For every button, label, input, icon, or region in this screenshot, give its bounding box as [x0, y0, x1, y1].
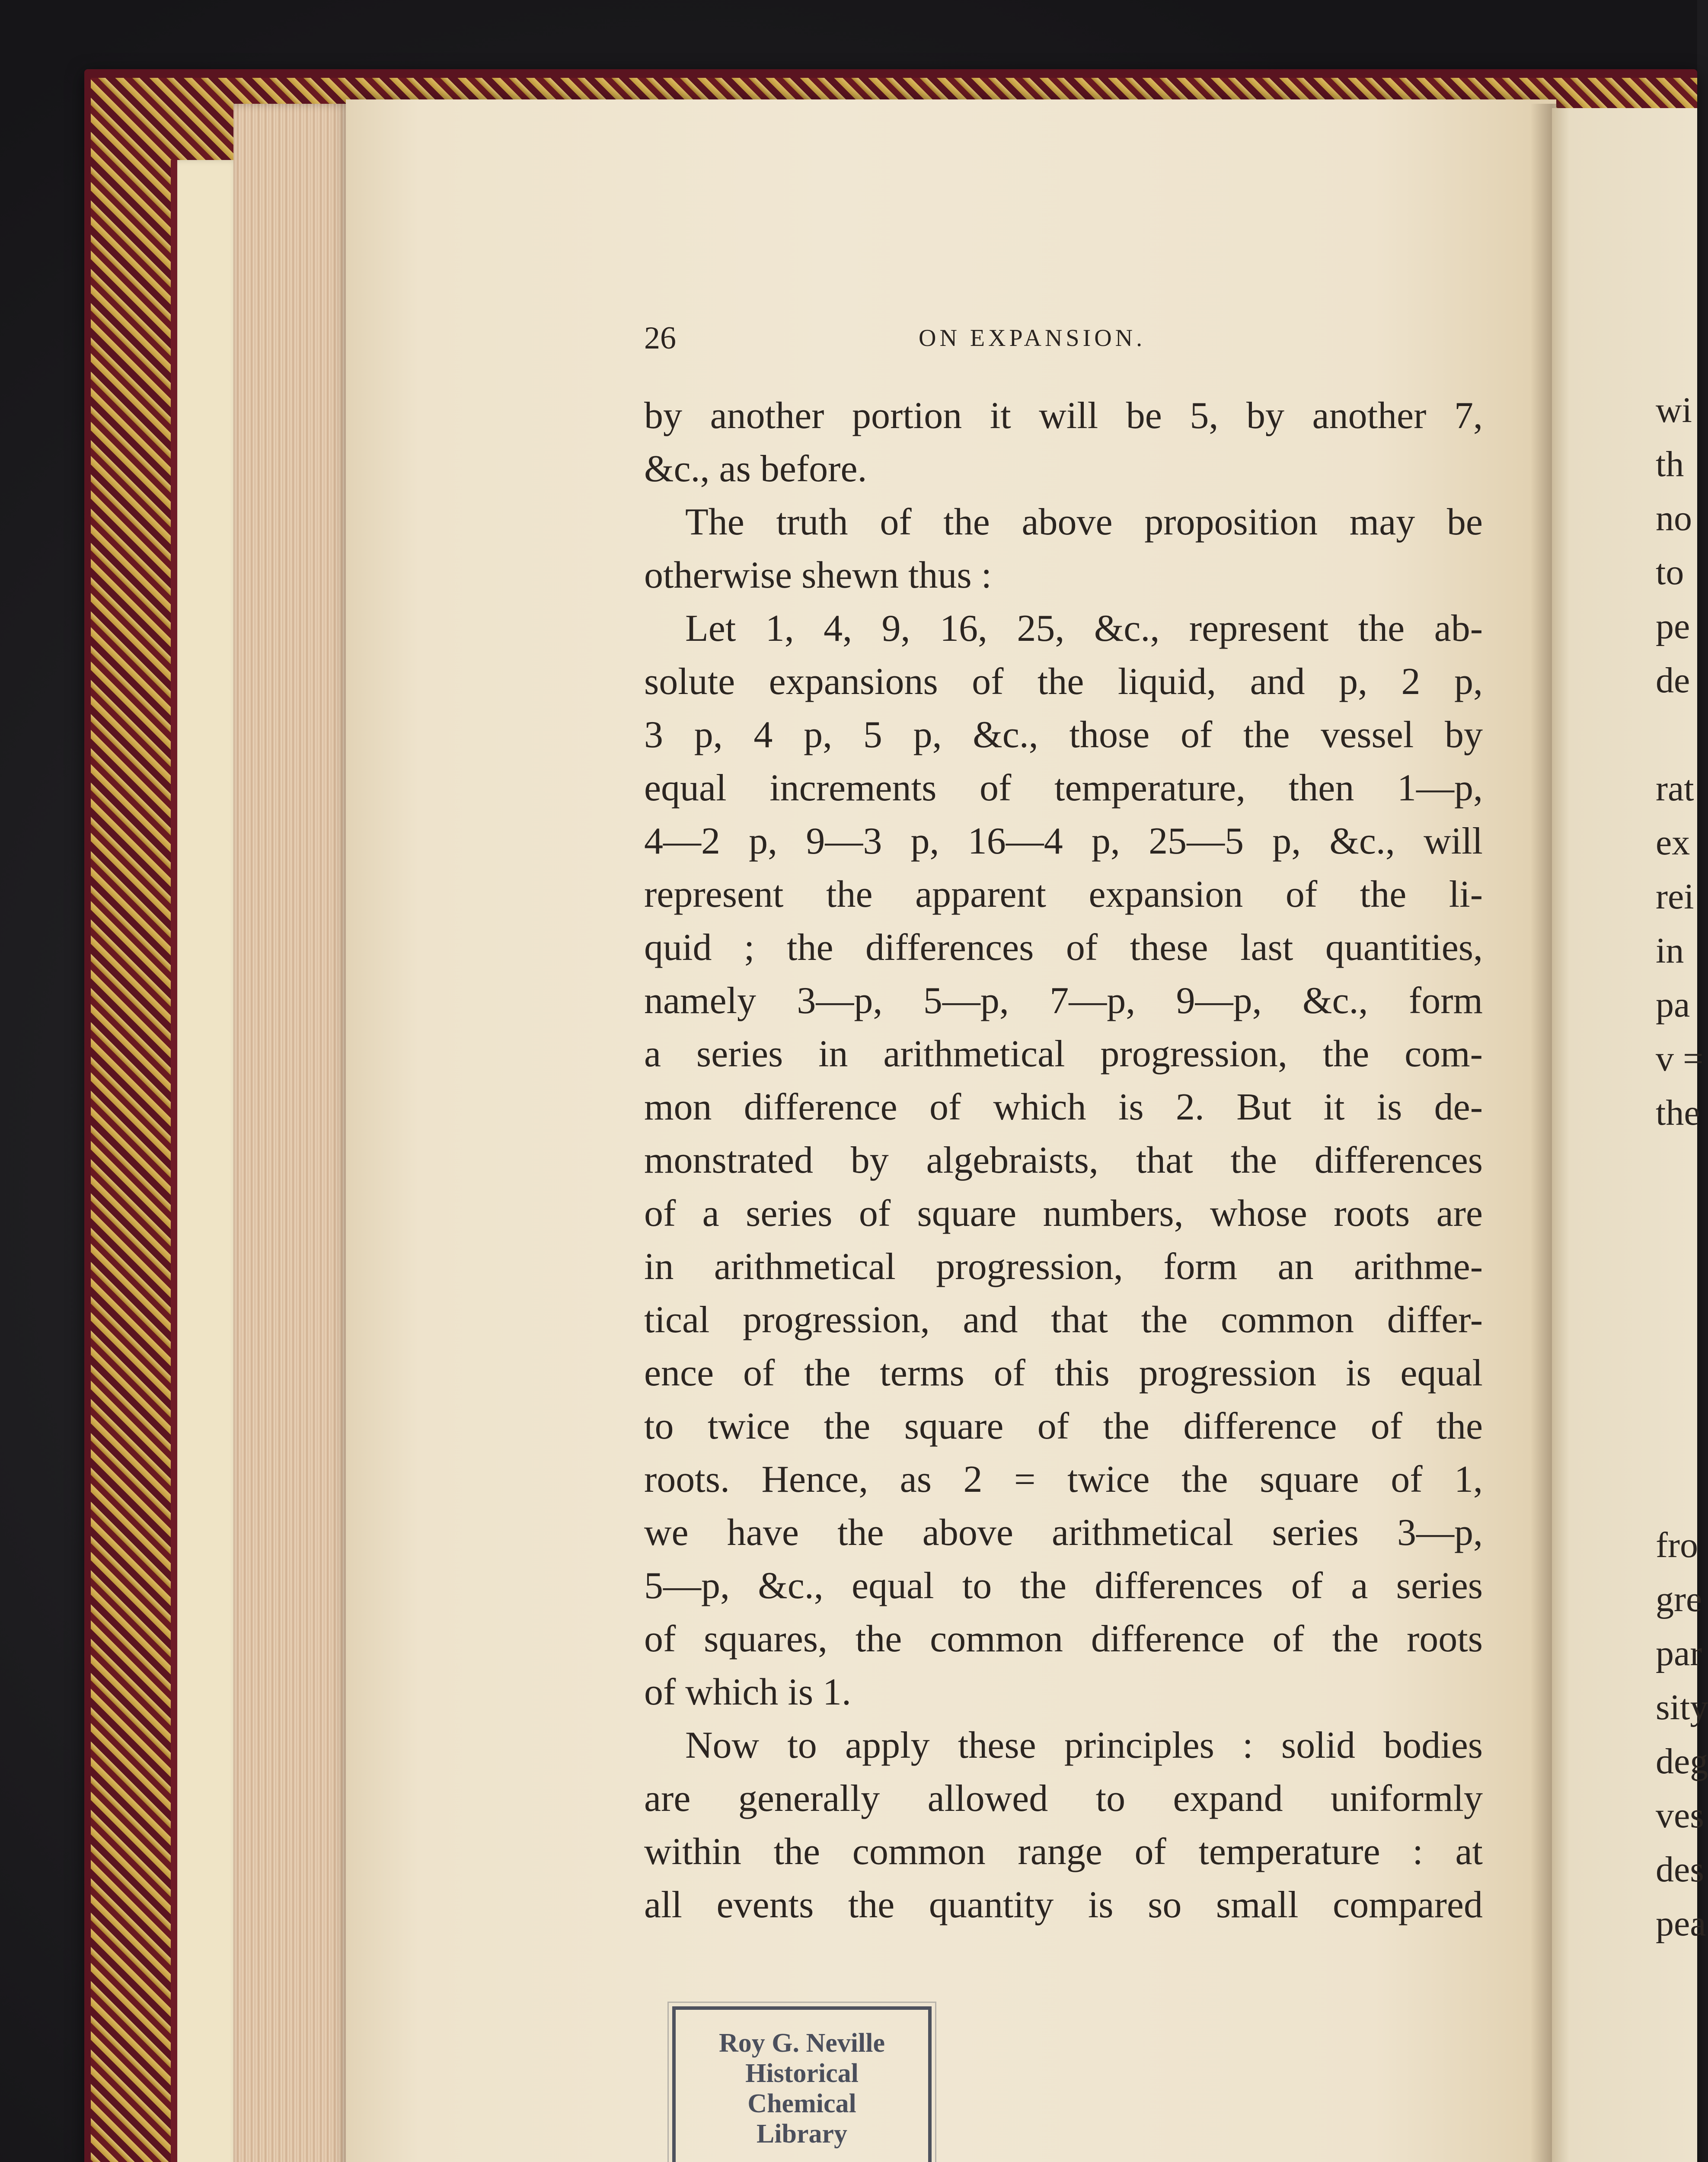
- text-line: 3 p, 4 p, 5 p, &c., those of the vessel by: [644, 714, 1483, 756]
- text-line: mon difference of which is 2. But it is de-: [644, 1086, 1483, 1128]
- text-line: by another portion it will be 5, by another 7,: [644, 395, 1483, 437]
- facing-page-fragment: fro: [1656, 1525, 1698, 1565]
- stamp-line: Historical: [745, 2059, 859, 2088]
- facing-page-fragment: ex: [1656, 822, 1690, 863]
- facing-page-fragment: ves: [1656, 1795, 1704, 1836]
- facing-page-fragment: th: [1656, 444, 1684, 484]
- text-line: all events the quantity is so small compared: [644, 1884, 1483, 1926]
- text-line: &c., as before.: [644, 448, 867, 490]
- facing-page-fragment: rat: [1656, 768, 1694, 809]
- facing-page-fragment: gre: [1656, 1579, 1702, 1619]
- text-line: of squares, the common difference of the roots: [644, 1618, 1483, 1660]
- body-text: [644, 389, 1483, 1932]
- stamp-line: Library: [756, 2119, 848, 2149]
- library-stamp: [672, 2006, 932, 2162]
- text-line: otherwise shewn thus :: [644, 554, 992, 596]
- text-line: a series in arithmetical progression, the com-: [644, 1033, 1483, 1075]
- facing-page-fragment: de: [1656, 660, 1690, 700]
- text-line: ence of the terms of this progression is equal: [644, 1352, 1483, 1394]
- page-number: 26: [644, 320, 676, 356]
- text-line: within the common range of temperature : at: [644, 1831, 1483, 1873]
- text-line: 4—2 p, 9—3 p, 16—4 p, 25—5 p, &c., will: [644, 820, 1483, 862]
- facing-page-fragment: the: [1656, 1093, 1700, 1133]
- text-line: namely 3—p, 5—p, 7—p, 9—p, &c., form: [644, 980, 1483, 1022]
- text-line: Let 1, 4, 9, 16, 25, &c., represent the ab-: [685, 608, 1483, 649]
- text-line: Now to apply these principles : solid bodies: [685, 1724, 1483, 1766]
- facing-page-fragment: pa: [1656, 985, 1690, 1025]
- facing-page-fragment: to: [1656, 552, 1684, 592]
- facing-page-fragment: wi: [1656, 390, 1692, 430]
- text-line: represent the apparent expansion of the li-: [644, 873, 1483, 915]
- facing-page-fragment: pea: [1656, 1903, 1706, 1944]
- text-line: in arithmetical progression, form an arithme-: [644, 1246, 1483, 1288]
- text-line: equal increments of temperature, then 1—p,: [644, 767, 1483, 809]
- running-head: [644, 320, 1509, 359]
- text-line: 5—p, &c., equal to the differences of a series: [644, 1565, 1483, 1607]
- text-line: monstrated by algebraists, that the differences: [644, 1139, 1483, 1181]
- text-line: are generally allowed to expand uniformly: [644, 1778, 1483, 1820]
- facing-page-fragment: no: [1656, 498, 1692, 538]
- facing-page-fragment: des: [1656, 1849, 1704, 1890]
- text-line: tical progression, and that the common differ-: [644, 1299, 1483, 1341]
- stamp-line: Chemical: [747, 2089, 856, 2118]
- facing-page-fragment: in: [1656, 931, 1684, 971]
- text-line: solute expansions of the liquid, and p, 2 p,: [644, 661, 1483, 703]
- text-line: to twice the square of the difference of the: [644, 1405, 1483, 1447]
- facing-page-fragment: par: [1656, 1633, 1702, 1673]
- facing-page-fragment: v =: [1656, 1039, 1704, 1079]
- facing-page-fragment: pe: [1656, 606, 1690, 646]
- text-line: we have the above arithmetical series 3—p,: [644, 1512, 1483, 1554]
- stamp-line: Roy G. Neville: [719, 2028, 885, 2058]
- facing-page-fragment: deg: [1656, 1741, 1708, 1781]
- running-title: ON EXPANSION.: [919, 325, 1146, 352]
- facing-page-fragment: sity: [1656, 1687, 1708, 1727]
- flyleaf: [177, 160, 238, 2162]
- text-line: quid ; the differences of these last quantities,: [644, 927, 1483, 969]
- text-line: of a series of square numbers, whose roots are: [644, 1193, 1483, 1235]
- text-line: The truth of the above proposition may be: [685, 501, 1483, 543]
- page-edges: [233, 104, 363, 2162]
- text-line: roots. Hence, as 2 = twice the square of 1,: [644, 1458, 1483, 1500]
- facing-page-fragment: rei: [1656, 876, 1694, 917]
- text-line: of which is 1.: [644, 1671, 852, 1713]
